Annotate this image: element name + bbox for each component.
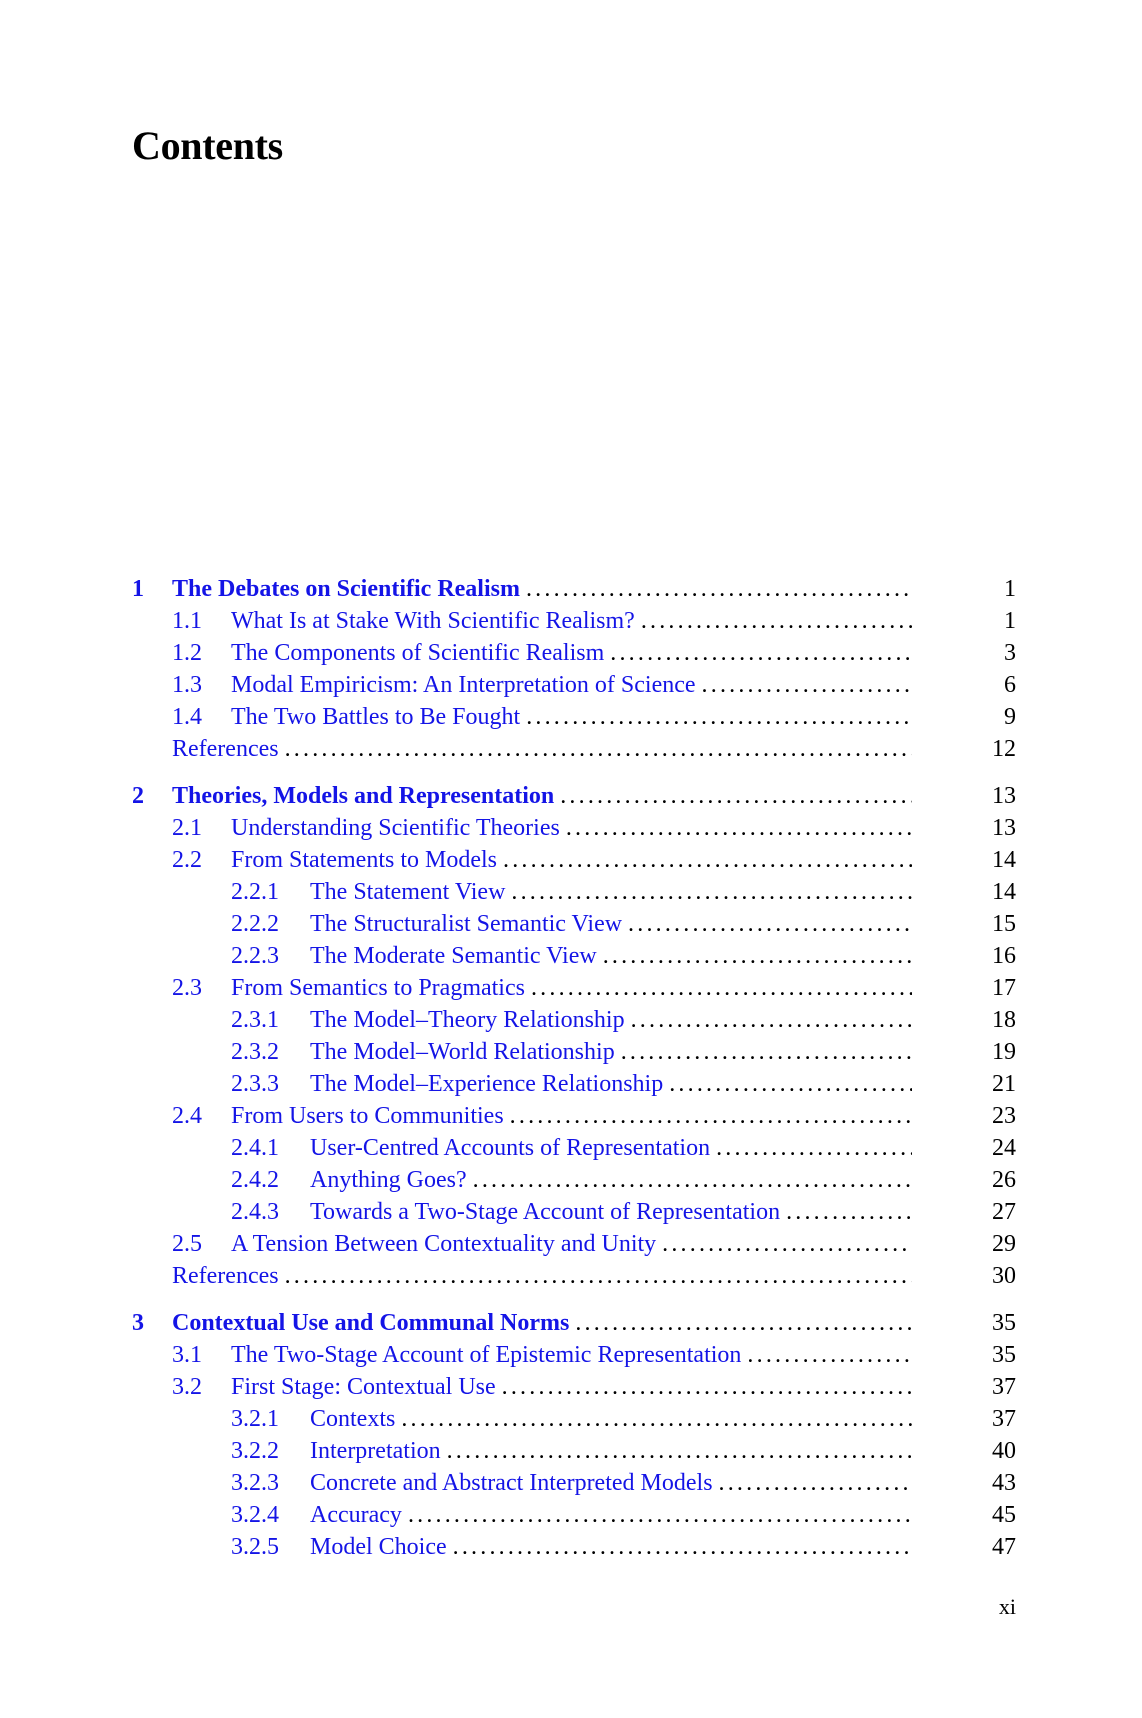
toc-entry-title[interactable]: The Model–Experience Relationship	[310, 1071, 664, 1097]
toc-entry-title-leader	[231, 1100, 912, 1132]
toc-entry-title[interactable]: The Two Battles to Be Fought	[231, 704, 521, 730]
dot-leader	[780, 1196, 912, 1228]
toc-entry-page: 47	[992, 1534, 1016, 1560]
toc-entry-page: 27	[992, 1199, 1016, 1225]
toc-entry-section[interactable]	[132, 844, 1016, 876]
toc-entry-section[interactable]	[132, 972, 1016, 1004]
toc-entry-number: 3.2.5	[231, 1534, 279, 1560]
toc-entry-page: 3	[1004, 640, 1016, 666]
toc-entry-number: 2.4.3	[231, 1199, 279, 1225]
dot-leader	[710, 1132, 912, 1164]
toc-entry-title[interactable]: References	[172, 736, 279, 762]
toc-entry-page: 40	[992, 1438, 1016, 1464]
toc-entry-title-leader	[172, 573, 912, 605]
dot-leader	[604, 637, 912, 669]
toc-entry-page: 1	[1004, 576, 1016, 602]
toc-entry-title[interactable]: The Components of Scientific Realism	[231, 640, 605, 666]
dot-leader	[279, 733, 912, 765]
toc-entry-title[interactable]: Anything Goes?	[310, 1167, 467, 1193]
toc-entry-number: 2.3.2	[231, 1039, 279, 1065]
toc-entry-page: 21	[992, 1071, 1016, 1097]
toc-entry-title[interactable]: Contextual Use and Communal Norms	[172, 1310, 570, 1336]
toc-entry-number: 2.2	[172, 847, 202, 873]
toc-entry-number: 3.2.3	[231, 1470, 279, 1496]
toc-entry-title[interactable]: Modal Empiricism: An Interpretation of Science	[231, 672, 696, 698]
table-of-contents	[132, 573, 1016, 1563]
toc-entry-title[interactable]: Contexts	[310, 1406, 396, 1432]
toc-entry-page: 16	[992, 943, 1016, 969]
toc-entry-subsection[interactable]	[132, 1435, 1016, 1467]
toc-entry-title[interactable]: The Statement View	[310, 879, 506, 905]
toc-entry-title-leader	[310, 1036, 912, 1068]
toc-entry-number: 2.2.3	[231, 943, 279, 969]
toc-entry-page: 30	[992, 1263, 1016, 1289]
toc-entry-number: 1	[132, 576, 144, 602]
toc-entry-title[interactable]: User-Centred Accounts of Representation	[310, 1135, 711, 1161]
dot-leader	[622, 908, 912, 940]
toc-entry-section[interactable]	[132, 605, 1016, 637]
toc-entry-title-leader	[172, 733, 912, 765]
toc-entry-title[interactable]: From Semantics to Pragmatics	[231, 975, 525, 1001]
dot-leader	[635, 605, 912, 637]
toc-entry-subsection[interactable]	[132, 940, 1016, 972]
toc-entry-subsection[interactable]	[132, 1132, 1016, 1164]
toc-entry-title[interactable]: The Two-Stage Account of Epistemic Representation	[231, 1342, 742, 1368]
toc-entry-title-leader	[231, 701, 912, 733]
toc-entry-subsection[interactable]	[132, 908, 1016, 940]
toc-entry-subsection[interactable]	[132, 876, 1016, 908]
toc-entry-number: 2.2.1	[231, 879, 279, 905]
toc-entry-title-leader	[231, 605, 912, 637]
toc-entry-number: 3.1	[172, 1342, 202, 1368]
toc-entry-number: 3.2.2	[231, 1438, 279, 1464]
dot-leader	[663, 1068, 912, 1100]
toc-entry-number: 2.4	[172, 1103, 202, 1129]
toc-entry-section[interactable]	[132, 701, 1016, 733]
toc-entry-section[interactable]	[132, 637, 1016, 669]
toc-entry-subsection[interactable]	[132, 1196, 1016, 1228]
toc-entry-page: 18	[992, 1007, 1016, 1033]
toc-entry-title-leader	[310, 1004, 912, 1036]
toc-entry-page: 35	[992, 1310, 1016, 1336]
toc-entry-title[interactable]: The Structuralist Semantic View	[310, 911, 623, 937]
toc-entry-page: 29	[992, 1231, 1016, 1257]
dot-leader	[554, 780, 912, 812]
toc-entry-page: 24	[992, 1135, 1016, 1161]
page-number: xi	[998, 1594, 1016, 1619]
dot-leader	[395, 1403, 912, 1435]
toc-entry-title[interactable]: The Moderate Semantic View	[310, 943, 597, 969]
dot-leader	[597, 940, 912, 972]
toc-entry-title[interactable]: Model Choice	[310, 1534, 447, 1560]
toc-entry-title[interactable]: The Model–World Relationship	[310, 1039, 615, 1065]
toc-entry-title-leader	[310, 1068, 912, 1100]
toc-entry-section[interactable]	[132, 1100, 1016, 1132]
toc-entry-title[interactable]: First Stage: Contextual Use	[231, 1374, 496, 1400]
toc-entry-title-leader	[231, 844, 912, 876]
toc-entry-title-leader	[310, 940, 912, 972]
page-title: Contents	[132, 123, 283, 168]
toc-entry-title-leader	[310, 1403, 912, 1435]
toc-entry-chapter[interactable]	[132, 573, 1016, 605]
toc-entry-title[interactable]: Concrete and Abstract Interpreted Models	[310, 1470, 713, 1496]
toc-entry-title-leader	[231, 972, 912, 1004]
dot-leader	[520, 701, 912, 733]
toc-entry-title[interactable]: Understanding Scientific Theories	[231, 815, 560, 841]
toc-entry-section[interactable]	[132, 1339, 1016, 1371]
toc-entry-page: 37	[992, 1406, 1016, 1432]
toc-entry-subsection[interactable]	[132, 1164, 1016, 1196]
toc-entry-title-leader	[172, 780, 912, 812]
toc-entry-references[interactable]	[132, 1260, 1016, 1292]
toc-entry-title[interactable]: The Model–Theory Relationship	[310, 1007, 625, 1033]
toc-entry-number: 2.3.3	[231, 1071, 279, 1097]
toc-entry-page: 13	[992, 783, 1016, 809]
toc-entry-title-leader	[231, 669, 912, 701]
toc-entry-page: 12	[992, 736, 1016, 762]
toc-entry-title-leader	[310, 1164, 912, 1196]
toc-entry-title-leader	[310, 1499, 912, 1531]
toc-entry-title[interactable]: Theories, Models and Representation	[172, 783, 555, 809]
dot-leader	[279, 1260, 912, 1292]
toc-entry-number: 3.2	[172, 1374, 202, 1400]
toc-entry-title-leader	[310, 1531, 912, 1563]
toc-entry-chapter[interactable]	[132, 1307, 1016, 1339]
toc-entry-page: 37	[992, 1374, 1016, 1400]
toc-entry-chapter[interactable]	[132, 780, 1016, 812]
toc-entry-page: 14	[992, 879, 1016, 905]
toc-entry-page: 45	[992, 1502, 1016, 1528]
toc-entry-page: 6	[1004, 672, 1016, 698]
toc-entry-page: 35	[992, 1342, 1016, 1368]
toc-entry-number: 2.2.2	[231, 911, 279, 937]
dot-leader	[467, 1164, 912, 1196]
dot-leader	[569, 1307, 912, 1339]
toc-entry-title-leader	[231, 1371, 912, 1403]
toc-entry-title-leader	[231, 1339, 912, 1371]
toc-entry-subsection[interactable]	[132, 1036, 1016, 1068]
dot-leader	[560, 812, 912, 844]
toc-entry-number: 2.1	[172, 815, 202, 841]
dot-leader	[402, 1499, 912, 1531]
toc-entry-number: 1.1	[172, 608, 202, 634]
toc-entry-title-leader	[310, 1132, 912, 1164]
toc-entry-page: 14	[992, 847, 1016, 873]
toc-entry-title-leader	[310, 1196, 912, 1228]
toc-entry-title-leader	[231, 637, 912, 669]
toc-entry-title-leader	[310, 876, 912, 908]
toc-entry-number: 2.3.1	[231, 1007, 279, 1033]
toc-entry-number: 1.3	[172, 672, 202, 698]
toc-entry-subsection[interactable]	[132, 1499, 1016, 1531]
toc-entry-title[interactable]: Interpretation	[310, 1438, 441, 1464]
toc-entry-number: 1.4	[172, 704, 202, 730]
toc-entry-page: 43	[992, 1470, 1016, 1496]
dot-leader	[525, 972, 912, 1004]
dot-leader	[497, 844, 912, 876]
toc-entry-page: 17	[992, 975, 1016, 1001]
toc-entry-title[interactable]: Accuracy	[310, 1502, 402, 1528]
toc-entry-number: 2	[132, 783, 144, 809]
dot-leader	[741, 1339, 912, 1371]
dot-leader	[625, 1004, 912, 1036]
toc-entry-title-leader	[231, 1228, 912, 1260]
toc-entry-number: 3	[132, 1310, 144, 1336]
dot-leader	[520, 573, 912, 605]
toc-entry-section[interactable]	[132, 812, 1016, 844]
toc-entry-title-leader	[310, 908, 912, 940]
toc-entry-subsection[interactable]	[132, 1467, 1016, 1499]
toc-entry-title[interactable]: Towards a Two-Stage Account of Representation	[310, 1199, 781, 1225]
toc-entry-number: 1.2	[172, 640, 202, 666]
toc-entry-title[interactable]: What Is at Stake With Scientific Realism?	[231, 608, 635, 634]
toc-entry-title[interactable]: From Statements to Models	[231, 847, 497, 873]
dot-leader	[496, 1371, 912, 1403]
toc-entry-subsection[interactable]	[132, 1004, 1016, 1036]
toc-entry-section[interactable]	[132, 669, 1016, 701]
dot-leader	[505, 876, 912, 908]
toc-entry-references[interactable]	[132, 733, 1016, 765]
toc-entry-page: 23	[992, 1103, 1016, 1129]
toc-entry-section[interactable]	[132, 1228, 1016, 1260]
toc-entry-number: 2.3	[172, 975, 202, 1001]
toc-entry-number: 3.2.1	[231, 1406, 279, 1432]
dot-leader	[696, 669, 912, 701]
toc-entry-page: 9	[1004, 704, 1016, 730]
toc-entry-title-leader	[310, 1467, 912, 1499]
dot-leader	[656, 1228, 912, 1260]
dot-leader	[615, 1036, 912, 1068]
toc-entry-title[interactable]: References	[172, 1263, 279, 1289]
toc-entry-section[interactable]	[132, 1371, 1016, 1403]
toc-entry-title[interactable]: A Tension Between Contextuality and Unity	[231, 1231, 657, 1257]
dot-leader	[504, 1100, 912, 1132]
toc-entry-title-leader	[172, 1307, 912, 1339]
dot-leader	[441, 1435, 912, 1467]
toc-entry-page: 1	[1004, 608, 1016, 634]
toc-entry-subsection[interactable]	[132, 1531, 1016, 1563]
toc-entry-number: 3.2.4	[231, 1502, 279, 1528]
toc-entry-subsection[interactable]	[132, 1068, 1016, 1100]
toc-entry-title[interactable]: From Users to Communities	[231, 1103, 504, 1129]
toc-entry-page: 15	[992, 911, 1016, 937]
toc-entry-title-leader	[310, 1435, 912, 1467]
toc-entry-number: 2.4.2	[231, 1167, 279, 1193]
toc-entry-title[interactable]: The Debates on Scientific Realism	[172, 576, 520, 602]
toc-entry-page: 19	[992, 1039, 1016, 1065]
dot-leader	[447, 1531, 912, 1563]
dot-leader	[713, 1467, 912, 1499]
toc-entry-number: 2.4.1	[231, 1135, 279, 1161]
toc-entry-page: 26	[992, 1167, 1016, 1193]
toc-entry-title-leader	[172, 1260, 912, 1292]
toc-entry-subsection[interactable]	[132, 1403, 1016, 1435]
toc-entry-page: 13	[992, 815, 1016, 841]
toc-entry-number: 2.5	[172, 1231, 202, 1257]
toc-entry-title-leader	[231, 812, 912, 844]
